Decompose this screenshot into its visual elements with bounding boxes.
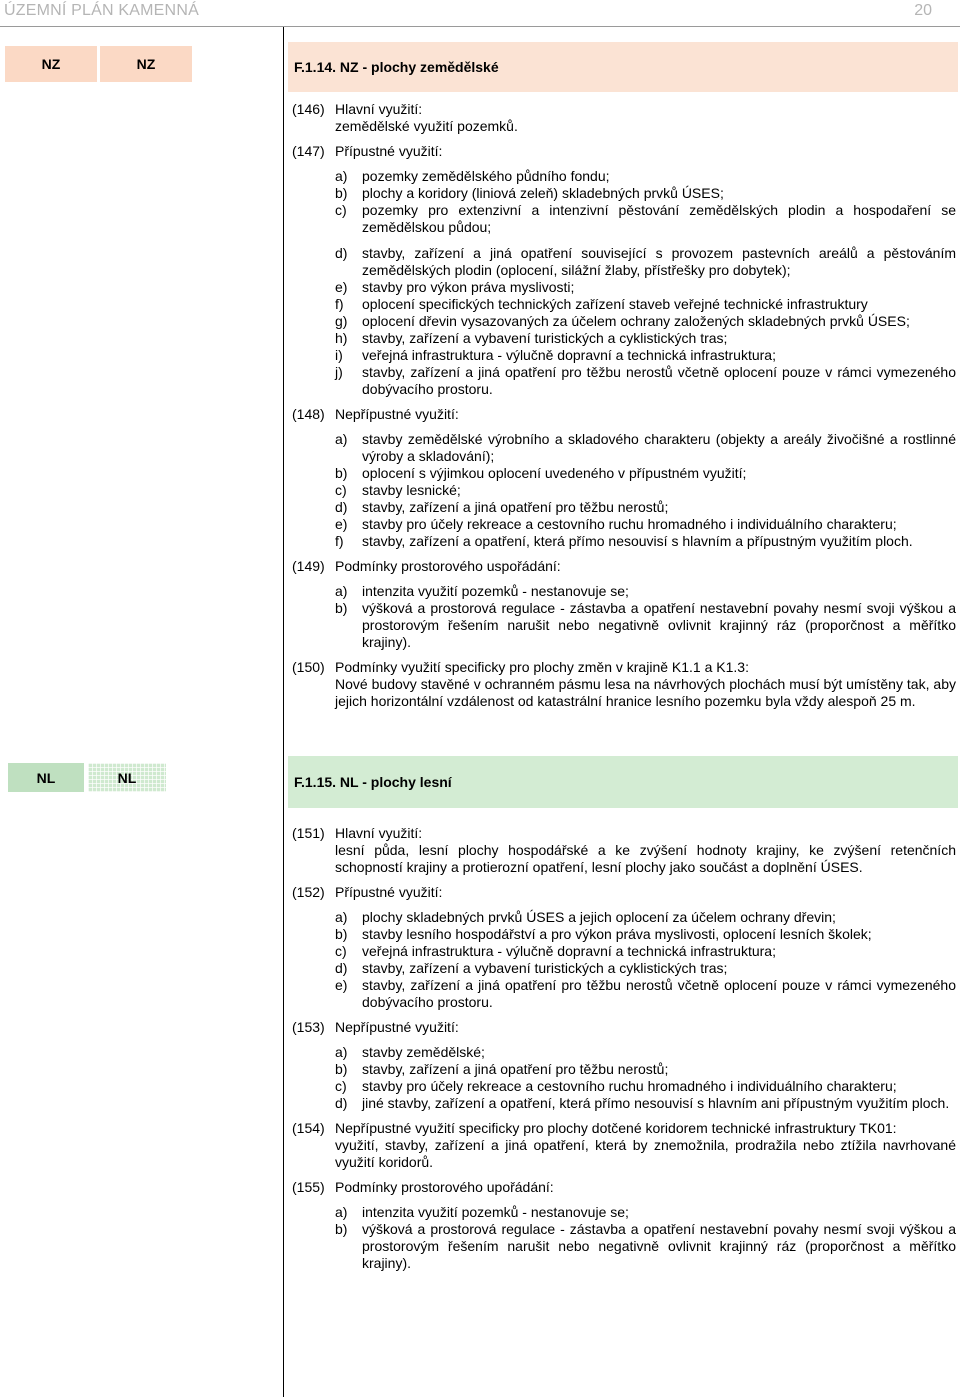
list-item-letter: f) <box>335 533 344 549</box>
list-item <box>335 977 956 1011</box>
list-item-letter: d) <box>335 245 348 261</box>
list-item <box>335 364 956 398</box>
paragraph-label: Podmínky prostorového uspořádání: <box>335 558 561 574</box>
list-item-text: pozemky zemědělského půdního fondu; <box>362 168 610 184</box>
list-item-letter: a) <box>335 909 348 925</box>
list-148 <box>335 431 956 550</box>
list-item <box>335 516 956 533</box>
paragraph-number: (148) <box>292 406 325 422</box>
list-155 <box>335 1204 956 1272</box>
paragraph-153 <box>292 1019 956 1036</box>
list-item-text: výšková a prostorová regulace - zástavba a opatření nestavební povahy nesmí svoji výškou a prostorovým řešením narušit nebo negativně ovlivnit krajinný ráz (proporčnost a měřítko krajiny). <box>362 600 956 650</box>
list-item-letter: i) <box>335 347 343 363</box>
list-item <box>335 960 956 977</box>
list-item-letter: a) <box>335 583 348 599</box>
list-153 <box>335 1044 956 1112</box>
paragraph-146 <box>292 101 956 135</box>
paragraph-label: Nepřípustné využití specificky pro plochy dotčené koridorem technické infrastruktury TK01: <box>335 1120 897 1136</box>
paragraph-150 <box>292 659 956 710</box>
paragraph-label: Hlavní využití: <box>335 101 423 117</box>
list-item-text: pozemky pro extenzivní a intenzivní pěstování zemědělských plodin a hospodaření se zemědělskou půdou; <box>362 202 956 235</box>
paragraph-label: Nepřípustné využití: <box>335 1019 459 1035</box>
list-item <box>335 1095 956 1112</box>
list-item-letter: a) <box>335 1044 348 1060</box>
paragraph-149 <box>292 558 956 575</box>
list-item-text: oplocení dřevin vysazovaných za účelem ochrany založených skladebných prvků ÚSES; <box>362 313 910 329</box>
paragraph-number: (152) <box>292 884 325 900</box>
paragraph-147 <box>292 143 956 160</box>
paragraph-label: Podmínky prostorového upořádání: <box>335 1179 554 1195</box>
column-divider <box>283 27 284 1397</box>
list-item-text: veřejná infrastruktura - výlučně dopravní a technická infrastruktura; <box>362 347 776 363</box>
paragraph-label: Přípustné využití: <box>335 884 443 900</box>
list-item-text: oplocení specifických technických zařízení staveb veřejné technické infrastruktury <box>362 296 868 312</box>
list-item-text: stavby pro účely rekreace a cestovního ruchu hromadného i individuálního charakteru; <box>362 516 897 532</box>
paragraph-label: Nepřípustné využití: <box>335 406 459 422</box>
list-item-text: stavby pro účely rekreace a cestovního ruchu hromadného i individuálního charakteru; <box>362 1078 897 1094</box>
list-item-letter: g) <box>335 313 348 329</box>
list-item-text: stavby, zařízení a jiná opatření pro těžbu nerostů včetně oplocení pouze v rámci vymezeného dobývacího prostoru. <box>362 364 956 397</box>
list-item-text: stavby, zařízení a vybavení turistických a cyklistických tras; <box>362 330 728 346</box>
list-item-letter: c) <box>335 943 347 959</box>
document-title: ÚZEMNÍ PLÁN KAMENNÁ <box>4 2 199 19</box>
paragraph-number: (147) <box>292 143 325 159</box>
list-item-letter: b) <box>335 185 348 201</box>
section-title-nl: F.1.15. NL - plochy lesní <box>288 756 958 808</box>
list-item-text: stavby, zařízení a opatření, která přímo nesouvisí s hlavním a přípustným využitím ploch. <box>362 533 913 549</box>
list-item <box>335 245 956 279</box>
list-item-letter: d) <box>335 499 348 515</box>
list-item-text: stavby zemědělské výrobního a skladového charakteru (objekty a areály živočišné a rostlinné výroby a skladování); <box>362 431 956 464</box>
list-item-text: plochy skladebných prvků ÚSES a jejich oplocení za účelem ochrany dřevin; <box>362 909 836 925</box>
list-item <box>335 168 956 185</box>
list-item <box>335 296 956 313</box>
list-item-text: výšková a prostorová regulace - zástavba a opatření nestavební povahy nesmí svoji výškou a prostorovým řešením narušit nebo negativně ovlivnit krajinný ráz (proporčnost a měřítko krajiny). <box>362 1221 956 1271</box>
list-item-text: stavby lesnické; <box>362 482 461 498</box>
list-item-letter: e) <box>335 279 348 295</box>
list-item-letter: a) <box>335 431 348 447</box>
paragraph-number: (151) <box>292 825 325 841</box>
list-item <box>335 909 956 926</box>
list-item <box>335 943 956 960</box>
paragraph-label: Přípustné využití: <box>335 143 443 159</box>
list-item-letter: a) <box>335 168 348 184</box>
list-item-text: oplocení s výjimkou oplocení uvedeného v přípustném využití; <box>362 465 747 481</box>
list-item-letter: b) <box>335 600 348 616</box>
list-item-letter: d) <box>335 960 348 976</box>
list-149 <box>335 583 956 651</box>
paragraph-text: využití, stavby, zařízení a jiná opatření, která by znemožnila, prodražila nebo ztížila navrhované využití koridorů. <box>335 1137 956 1170</box>
list-item <box>335 1044 956 1061</box>
list-item <box>335 533 956 550</box>
list-item-letter: c) <box>335 482 347 498</box>
list-item <box>335 600 956 651</box>
list-item-text: jiné stavby, zařízení a opatření, která přímo nesouvisí s hlavním ani přípustným využitím ploch. <box>362 1095 950 1111</box>
list-item-letter: h) <box>335 330 348 346</box>
list-item-text: stavby pro výkon práva myslivosti; <box>362 279 575 295</box>
list-item-letter: a) <box>335 1204 348 1220</box>
list-item <box>335 583 956 600</box>
list-item-text: plochy a koridory (liniová zeleň) skladebných prvků ÚSES; <box>362 185 724 201</box>
list-item <box>335 330 956 347</box>
list-item <box>335 465 956 482</box>
list-152 <box>335 909 956 1011</box>
list-item-letter: e) <box>335 516 348 532</box>
list-item-letter: e) <box>335 977 348 993</box>
nz-code-swatch: NZ <box>100 46 192 82</box>
paragraph-text: Nové budovy stavěné v ochranném pásmu lesa na návrhových plochách musí být umístěny tak, aby jejich horizontální vzdálenost od katastrální hranice lesního pozemku byla vždy alespoň 25 m. <box>335 676 956 709</box>
list-item <box>335 202 956 236</box>
list-item-letter: b) <box>335 465 348 481</box>
list-item <box>335 482 956 499</box>
list-item-text: stavby, zařízení a jiná opatření související s provozem pastevních areálů a pěstováním zemědělských plodin (oplocení, silážní žlaby, přístřešky pro dobytek); <box>362 245 956 278</box>
paragraph-number: (146) <box>292 101 325 117</box>
list-item-letter: b) <box>335 1061 348 1077</box>
list-item-text: stavby, zařízení a jiná opatření pro těžbu nerostů; <box>362 499 669 515</box>
paragraph-label: Podmínky využití specificky pro plochy změn v krajině K1.1 a K1.3: <box>335 659 749 675</box>
page-number: 20 <box>914 2 932 19</box>
nl-content <box>292 825 956 1272</box>
list-item <box>335 1078 956 1095</box>
list-item-text: stavby lesního hospodářství a pro výkon práva myslivosti, oplocení lesních školek; <box>362 926 872 942</box>
paragraph-number: (153) <box>292 1019 325 1035</box>
paragraph-152 <box>292 884 956 901</box>
list-item <box>335 431 956 465</box>
list-item-text: stavby, zařízení a vybavení turistických a cyklistických tras; <box>362 960 728 976</box>
paragraph-number: (155) <box>292 1179 325 1195</box>
list-147 <box>335 168 956 398</box>
list-item-letter: d) <box>335 1095 348 1111</box>
list-item-letter: f) <box>335 296 344 312</box>
paragraph-number: (150) <box>292 659 325 675</box>
nz-content <box>292 101 956 710</box>
paragraph-number: (154) <box>292 1120 325 1136</box>
paragraph-151 <box>292 825 956 876</box>
list-item <box>335 185 956 202</box>
section-title-nz: F.1.14. NZ - plochy zemědělské <box>288 42 958 92</box>
list-item <box>335 1204 956 1221</box>
page-header <box>0 0 960 27</box>
list-item-text: stavby, zařízení a jiná opatření pro těžbu nerostů včetně oplocení pouze v rámci vymezeného dobývacího prostoru. <box>362 977 956 1010</box>
nz-code-label: NZ <box>5 46 97 82</box>
paragraph-148 <box>292 406 956 423</box>
nl-code-swatch: NL <box>88 763 166 792</box>
list-item-text: intenzita využití pozemků - nestanovuje se; <box>362 1204 629 1220</box>
list-item-letter: c) <box>335 202 347 218</box>
list-item-letter: c) <box>335 1078 347 1094</box>
list-item-letter: b) <box>335 1221 348 1237</box>
paragraph-text: zemědělské využití pozemků. <box>335 118 518 134</box>
list-item <box>335 313 956 330</box>
paragraph-155 <box>292 1179 956 1196</box>
nl-code-label: NL <box>8 763 84 792</box>
list-item <box>335 347 956 364</box>
list-item <box>335 1221 956 1272</box>
paragraph-text: lesní půda, lesní plochy hospodářské a ke zvýšení hodnoty krajiny, ke zvýšení retenčních schopností krajiny a protierozní opatření, lesní plochy jako součást a doplnění ÚSES. <box>335 842 956 875</box>
list-item <box>335 279 956 296</box>
list-item-text: veřejná infrastruktura - výlučně dopravní a technická infrastruktura; <box>362 943 776 959</box>
list-item-letter: j) <box>335 364 343 380</box>
list-item-text: stavby, zařízení a jiná opatření pro těžbu nerostů; <box>362 1061 669 1077</box>
paragraph-154 <box>292 1120 956 1171</box>
list-item <box>335 499 956 516</box>
list-item <box>335 1061 956 1078</box>
paragraph-label: Hlavní využití: <box>335 825 423 841</box>
list-item-text: stavby zemědělské; <box>362 1044 485 1060</box>
list-item-letter: b) <box>335 926 348 942</box>
list-item-text: intenzita využití pozemků - nestanovuje se; <box>362 583 629 599</box>
list-item <box>335 926 956 943</box>
paragraph-number: (149) <box>292 558 325 574</box>
